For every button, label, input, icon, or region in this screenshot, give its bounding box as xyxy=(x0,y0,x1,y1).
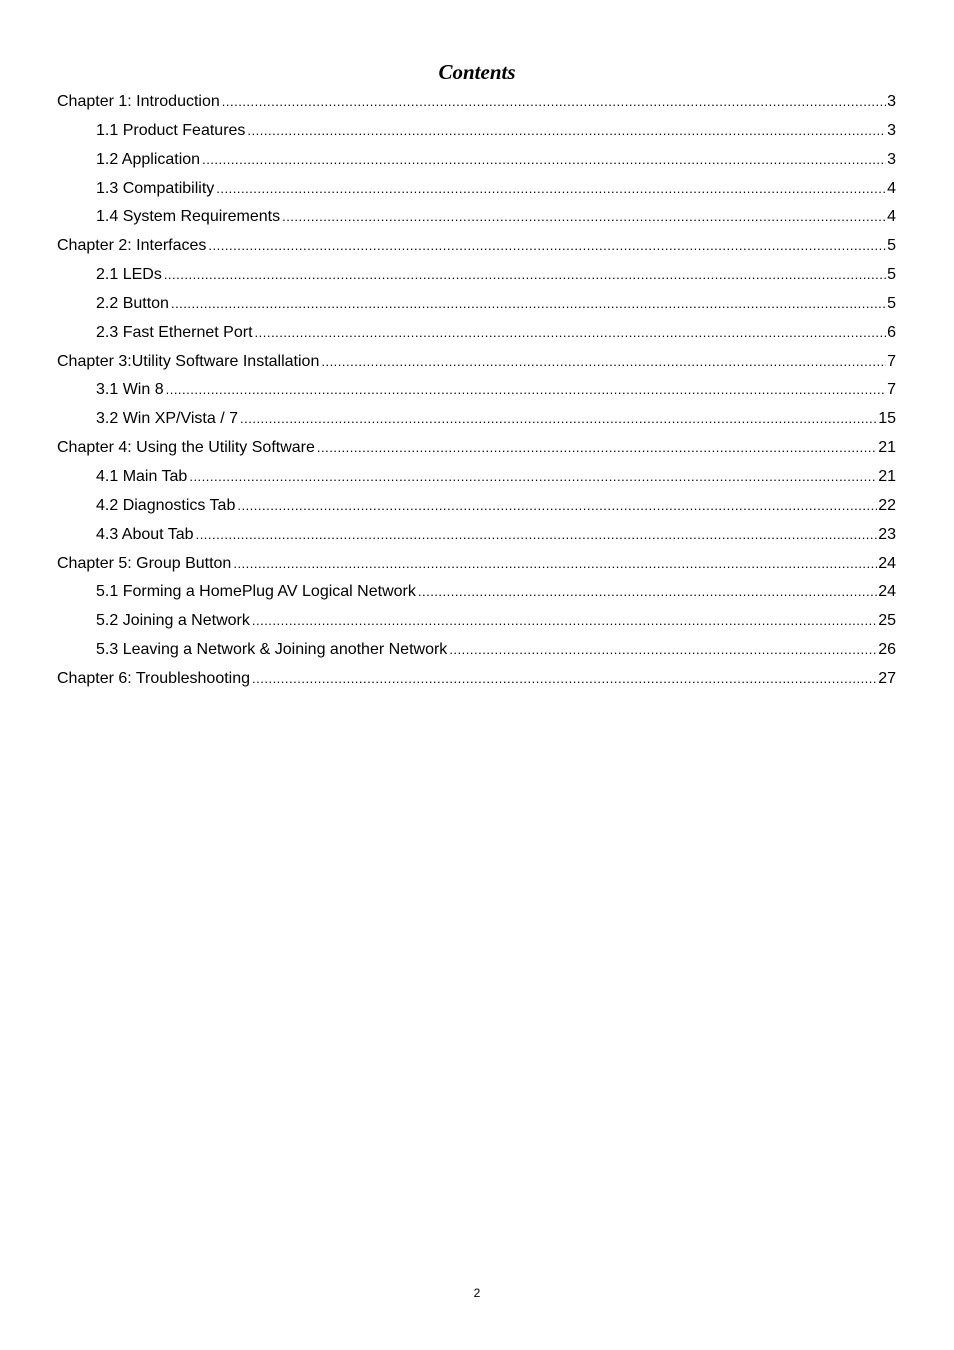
toc-entry-page-number: 6 xyxy=(887,323,896,341)
toc-dot-leader xyxy=(233,550,877,579)
toc-entry-label: 2.1 LEDs xyxy=(96,266,162,284)
table-of-contents xyxy=(57,88,896,694)
toc-section-entry[interactable] xyxy=(57,578,896,607)
toc-entry-page-number: 15 xyxy=(878,410,896,428)
toc-entry-page-number: 24 xyxy=(878,583,896,601)
toc-entry-page-number: 26 xyxy=(878,641,896,659)
page-number: 2 xyxy=(473,1286,481,1300)
toc-dot-leader xyxy=(247,117,886,146)
toc-chapter-entry[interactable] xyxy=(57,665,896,694)
toc-dot-leader xyxy=(317,434,877,463)
toc-entry-page-number: 7 xyxy=(887,381,896,399)
toc-entry-page-number: 5 xyxy=(887,294,896,312)
toc-dot-leader xyxy=(189,463,877,492)
toc-entry-label: 5.2 Joining a Network xyxy=(96,612,250,630)
toc-entry-label: Chapter 3:Utility Software Installation xyxy=(57,352,320,370)
toc-entry-label: 1.3 Compatibility xyxy=(96,179,215,197)
toc-entry-label: 2.2 Button xyxy=(96,294,169,312)
toc-entry-label: 4.3 About Tab xyxy=(96,525,194,543)
toc-entry-page-number: 22 xyxy=(878,496,896,514)
toc-entry-page-number: 27 xyxy=(878,669,896,687)
toc-dot-leader xyxy=(418,578,877,607)
toc-section-entry[interactable] xyxy=(57,319,896,348)
toc-entry-page-number: 23 xyxy=(878,525,896,543)
toc-entry-page-number: 21 xyxy=(878,467,896,485)
toc-section-entry[interactable] xyxy=(57,607,896,636)
toc-section-entry[interactable] xyxy=(57,175,896,204)
toc-chapter-entry[interactable] xyxy=(57,88,896,117)
toc-dot-leader xyxy=(216,175,886,204)
toc-entry-label: 1.2 Application xyxy=(96,150,201,168)
toc-entry-label: Chapter 6: Troubleshooting xyxy=(57,669,251,687)
toc-entry-page-number: 4 xyxy=(887,179,896,197)
toc-entry-label: 1.1 Product Features xyxy=(96,121,246,139)
toc-dot-leader xyxy=(252,665,877,694)
toc-entry-label: Chapter 4: Using the Utility Software xyxy=(57,439,315,457)
toc-chapter-entry[interactable] xyxy=(57,348,896,377)
toc-entry-page-number: 3 xyxy=(887,121,896,139)
toc-entry-page-number: 3 xyxy=(887,150,896,168)
toc-dot-leader xyxy=(240,405,877,434)
toc-entry-page-number: 3 xyxy=(887,93,896,110)
toc-dot-leader xyxy=(196,521,878,550)
toc-entry-label: 2.3 Fast Ethernet Port xyxy=(96,323,253,341)
toc-entry-page-number: 24 xyxy=(878,554,896,572)
toc-section-entry[interactable] xyxy=(57,261,896,290)
toc-entry-page-number: 4 xyxy=(887,208,896,226)
toc-chapter-entry[interactable] xyxy=(57,434,896,463)
toc-dot-leader xyxy=(202,146,886,175)
toc-dot-leader xyxy=(449,636,877,665)
toc-entry-label: 3.1 Win 8 xyxy=(96,381,164,399)
toc-section-entry[interactable] xyxy=(57,463,896,492)
toc-dot-leader xyxy=(255,319,887,348)
toc-section-entry[interactable] xyxy=(57,492,896,521)
toc-entry-label: Chapter 5: Group Button xyxy=(57,554,232,572)
toc-entry-page-number: 7 xyxy=(887,352,896,370)
toc-entry-page-number: 25 xyxy=(878,612,896,630)
toc-dot-leader xyxy=(237,492,877,521)
toc-section-entry[interactable] xyxy=(57,117,896,146)
toc-section-entry[interactable] xyxy=(57,405,896,434)
page-title: Contents xyxy=(438,60,516,84)
toc-chapter-entry[interactable] xyxy=(57,232,896,261)
toc-dot-leader xyxy=(171,290,886,319)
toc-section-entry[interactable] xyxy=(57,521,896,550)
toc-entry-page-number: 5 xyxy=(887,266,896,284)
toc-dot-leader xyxy=(321,348,886,377)
toc-entry-label: 4.2 Diagnostics Tab xyxy=(96,496,236,514)
toc-dot-leader xyxy=(164,261,886,290)
toc-entry-label: 5.3 Leaving a Network & Joining another Network xyxy=(96,641,448,659)
toc-dot-leader xyxy=(252,607,877,636)
toc-entry-label: 3.2 Win XP/Vista / 7 xyxy=(96,410,238,428)
toc-entry-label: Chapter 1: Introduction xyxy=(57,93,220,110)
toc-entry-label: 4.1 Main Tab xyxy=(96,467,188,485)
toc-entry-label: 1.4 System Requirements xyxy=(96,208,281,226)
toc-dot-leader xyxy=(282,203,886,232)
toc-section-entry[interactable] xyxy=(57,203,896,232)
toc-entry-page-number: 5 xyxy=(887,237,896,255)
toc-dot-leader xyxy=(222,88,886,117)
toc-entry-label: Chapter 2: Interfaces xyxy=(57,237,207,255)
toc-chapter-entry[interactable] xyxy=(57,550,896,579)
toc-section-entry[interactable] xyxy=(57,290,896,319)
toc-section-entry[interactable] xyxy=(57,146,896,175)
toc-dot-leader xyxy=(166,376,887,405)
toc-section-entry[interactable] xyxy=(57,376,896,405)
toc-entry-label: 5.1 Forming a HomePlug AV Logical Network xyxy=(96,583,416,601)
toc-dot-leader xyxy=(208,232,886,261)
toc-section-entry[interactable] xyxy=(57,636,896,665)
toc-entry-page-number: 21 xyxy=(878,439,896,457)
